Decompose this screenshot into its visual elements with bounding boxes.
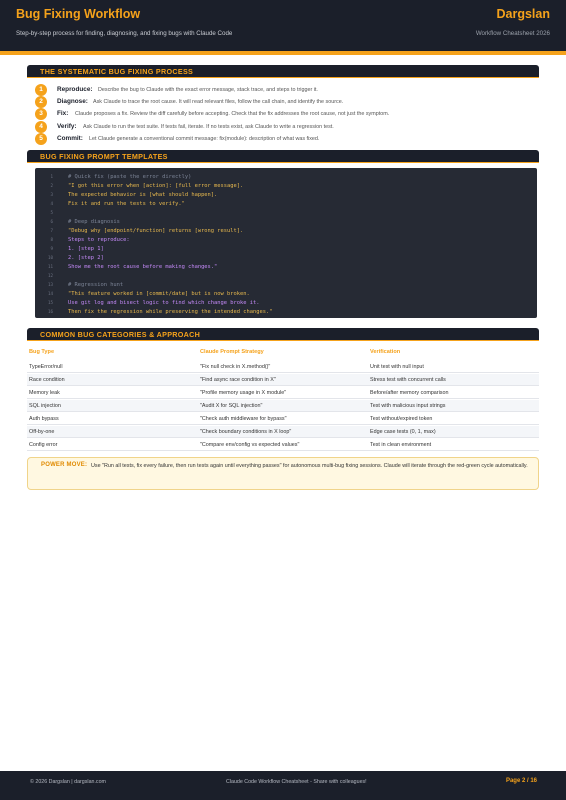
line-number: 12 bbox=[47, 273, 53, 278]
table-cell: Auth bypass bbox=[29, 416, 59, 422]
code-text: "Debug why [endpoint/function] returns [wrong result]. bbox=[68, 227, 244, 234]
code-line bbox=[35, 235, 537, 244]
power-move-callout bbox=[27, 457, 539, 490]
code-line bbox=[35, 262, 537, 271]
code-text: The expected behavior is [what should happen]. bbox=[68, 191, 218, 198]
code-line bbox=[35, 289, 537, 298]
code-text: Then fix the regression while preserving the intended changes." bbox=[68, 308, 273, 315]
step-commit bbox=[35, 133, 535, 145]
code-block bbox=[35, 168, 537, 318]
code-line bbox=[35, 298, 537, 307]
step-description: Let Claude generate a conventional commit message: fix(module): description of what was fixed. bbox=[89, 135, 320, 142]
section-templates bbox=[27, 150, 539, 163]
table-cell: "Check auth middleware for bypass" bbox=[200, 416, 287, 422]
footer-share-note: Claude Code Workflow Cheatsheet - Share with colleagues! bbox=[226, 779, 367, 785]
table-row bbox=[27, 426, 539, 438]
step-description: Ask Claude to trace the root cause. It will read relevant files, follow the call chain, and identify the source. bbox=[93, 98, 344, 105]
step-description: Ask Claude to run the test suite. If tests fail, iterate. If no tests exist, ask Claude to write a regression test. bbox=[83, 123, 334, 130]
table-cell: Memory leak bbox=[29, 390, 60, 396]
table-cell: Unit test with null input bbox=[370, 364, 424, 370]
code-text: "I got this error when [action]: [full error message]. bbox=[68, 182, 244, 189]
code-line bbox=[35, 208, 537, 217]
line-number: 13 bbox=[47, 282, 53, 287]
power-move-label: POWER MOVE: bbox=[41, 462, 88, 468]
line-number: 9 bbox=[50, 246, 53, 251]
table-row bbox=[27, 387, 539, 399]
page-title: Bug Fixing Workflow bbox=[16, 7, 141, 21]
line-number: 1 bbox=[50, 174, 53, 179]
page-subtitle: Step-by-step process for finding, diagnosing, and fixing bugs with Claude Code bbox=[16, 30, 233, 37]
step-description: Describe the bug to Claude with the exact error message, stack trace, and steps to trigger it. bbox=[98, 86, 318, 93]
table-cell: Config error bbox=[29, 442, 58, 448]
table-cell: Off-by-one bbox=[29, 429, 55, 435]
table-cell: "Find async race condition in X" bbox=[200, 377, 276, 383]
code-line bbox=[35, 217, 537, 226]
step-diagnose bbox=[35, 96, 535, 108]
code-text: "This feature worked in [commit/date] but is now broken. bbox=[68, 290, 250, 297]
table-header-verification: Verification bbox=[370, 349, 401, 355]
code-line bbox=[35, 280, 537, 289]
table-row bbox=[27, 400, 539, 412]
line-number: 11 bbox=[47, 264, 53, 269]
code-line bbox=[35, 307, 537, 316]
code-line bbox=[35, 271, 537, 280]
table-cell: Stress test with concurrent calls bbox=[370, 377, 446, 383]
table-cell: "Compare env/config vs expected values" bbox=[200, 442, 300, 448]
line-number: 6 bbox=[50, 219, 53, 224]
step-number: 5 bbox=[35, 133, 47, 145]
table-cell: "Fix null check in X.method()" bbox=[200, 364, 271, 370]
line-number: 5 bbox=[50, 210, 53, 215]
line-number: 3 bbox=[50, 192, 53, 197]
step-number: 3 bbox=[35, 108, 47, 120]
page-header bbox=[0, 0, 566, 51]
section-systematic bbox=[27, 65, 539, 78]
table-cell: Test without/expired token bbox=[370, 416, 433, 422]
section-categories bbox=[27, 328, 539, 341]
table-row bbox=[27, 413, 539, 425]
step-label: Diagnose: bbox=[57, 98, 88, 105]
line-number: 2 bbox=[50, 183, 53, 188]
step-number: 1 bbox=[35, 84, 47, 96]
table-cell: Test in clean environment bbox=[370, 442, 432, 448]
step-reproduce bbox=[35, 84, 535, 96]
section-title: COMMON BUG CATEGORIES & APPROACH bbox=[40, 330, 201, 339]
code-line bbox=[35, 199, 537, 208]
table-cell: "Check boundary conditions in X loop" bbox=[200, 429, 292, 435]
code-line bbox=[35, 181, 537, 190]
brand-name: Dargslan bbox=[496, 7, 550, 21]
line-number: 16 bbox=[47, 309, 53, 314]
header-accent-line bbox=[0, 51, 566, 55]
code-text: 2. [step 2] bbox=[68, 254, 104, 261]
line-number: 7 bbox=[50, 228, 53, 233]
table-row bbox=[27, 374, 539, 386]
table-cell: Test with malicious input strings bbox=[370, 403, 446, 409]
code-text: Steps to reproduce: bbox=[68, 236, 130, 243]
code-text: Fix it and run the tests to verify." bbox=[68, 200, 185, 207]
code-text: Use git log and bisect logic to find which change broke it. bbox=[68, 299, 260, 306]
table-cell: "Audit X for SQL injection" bbox=[200, 403, 263, 409]
table-header-bug-type: Bug Type bbox=[29, 349, 55, 355]
code-line bbox=[35, 253, 537, 262]
code-text: 1. [step 1] bbox=[68, 245, 104, 252]
page-number: Page 2 / 16 bbox=[505, 778, 537, 784]
table-cell: SQL injection bbox=[29, 403, 61, 409]
code-text: Show me the root cause before making changes." bbox=[68, 263, 218, 270]
code-text: # Deep diagnosis bbox=[68, 218, 120, 225]
table-row bbox=[27, 361, 539, 373]
line-number: 8 bbox=[50, 237, 53, 242]
code-line bbox=[35, 226, 537, 235]
step-description: Claude proposes a fix. Review the diff carefully before accepting. Check that the fix addresses the root cause, not just the symptom. bbox=[75, 110, 390, 117]
table-row bbox=[27, 439, 539, 451]
step-label: Verify: bbox=[57, 123, 77, 130]
table-cell: TypeError/null bbox=[29, 364, 63, 370]
step-label: Fix: bbox=[57, 110, 69, 117]
page-footer bbox=[0, 771, 566, 800]
table-cell: Edge case tests (0, 1, max) bbox=[370, 429, 436, 435]
table-header-strategy: Claude Prompt Strategy bbox=[200, 349, 264, 355]
step-fix bbox=[35, 108, 535, 120]
line-number: 15 bbox=[47, 300, 53, 305]
code-text: # Quick fix (paste the error directly) bbox=[68, 173, 192, 180]
line-number: 14 bbox=[47, 291, 53, 296]
step-label: Commit: bbox=[57, 135, 83, 142]
step-number: 4 bbox=[35, 121, 47, 133]
table-cell: Before/after memory comparison bbox=[370, 390, 449, 396]
code-line bbox=[35, 190, 537, 199]
code-text: # Regression hunt bbox=[68, 281, 124, 288]
step-number: 2 bbox=[35, 96, 47, 108]
header-tag: Workflow Cheatsheet 2026 bbox=[475, 30, 550, 37]
table-cell: Race condition bbox=[29, 377, 65, 383]
section-title: THE SYSTEMATIC BUG FIXING PROCESS bbox=[40, 67, 194, 76]
footer-copyright: © 2026 Dargslan | dargslan.com bbox=[30, 779, 106, 785]
power-move-text: Use "Run all tests, fix every failure, then run tests again until everything passes" for autonomous multi-bug fixing sessions. Claude will iterate through the red-green cycle automatically. bbox=[91, 463, 528, 469]
section-title: BUG FIXING PROMPT TEMPLATES bbox=[40, 152, 168, 161]
code-line bbox=[35, 244, 537, 253]
line-number: 4 bbox=[50, 201, 53, 206]
code-line bbox=[35, 172, 537, 181]
step-label: Reproduce: bbox=[57, 86, 93, 93]
table-cell: "Profile memory usage in X module" bbox=[200, 390, 287, 396]
line-number: 10 bbox=[47, 255, 53, 260]
step-verify bbox=[35, 121, 535, 133]
